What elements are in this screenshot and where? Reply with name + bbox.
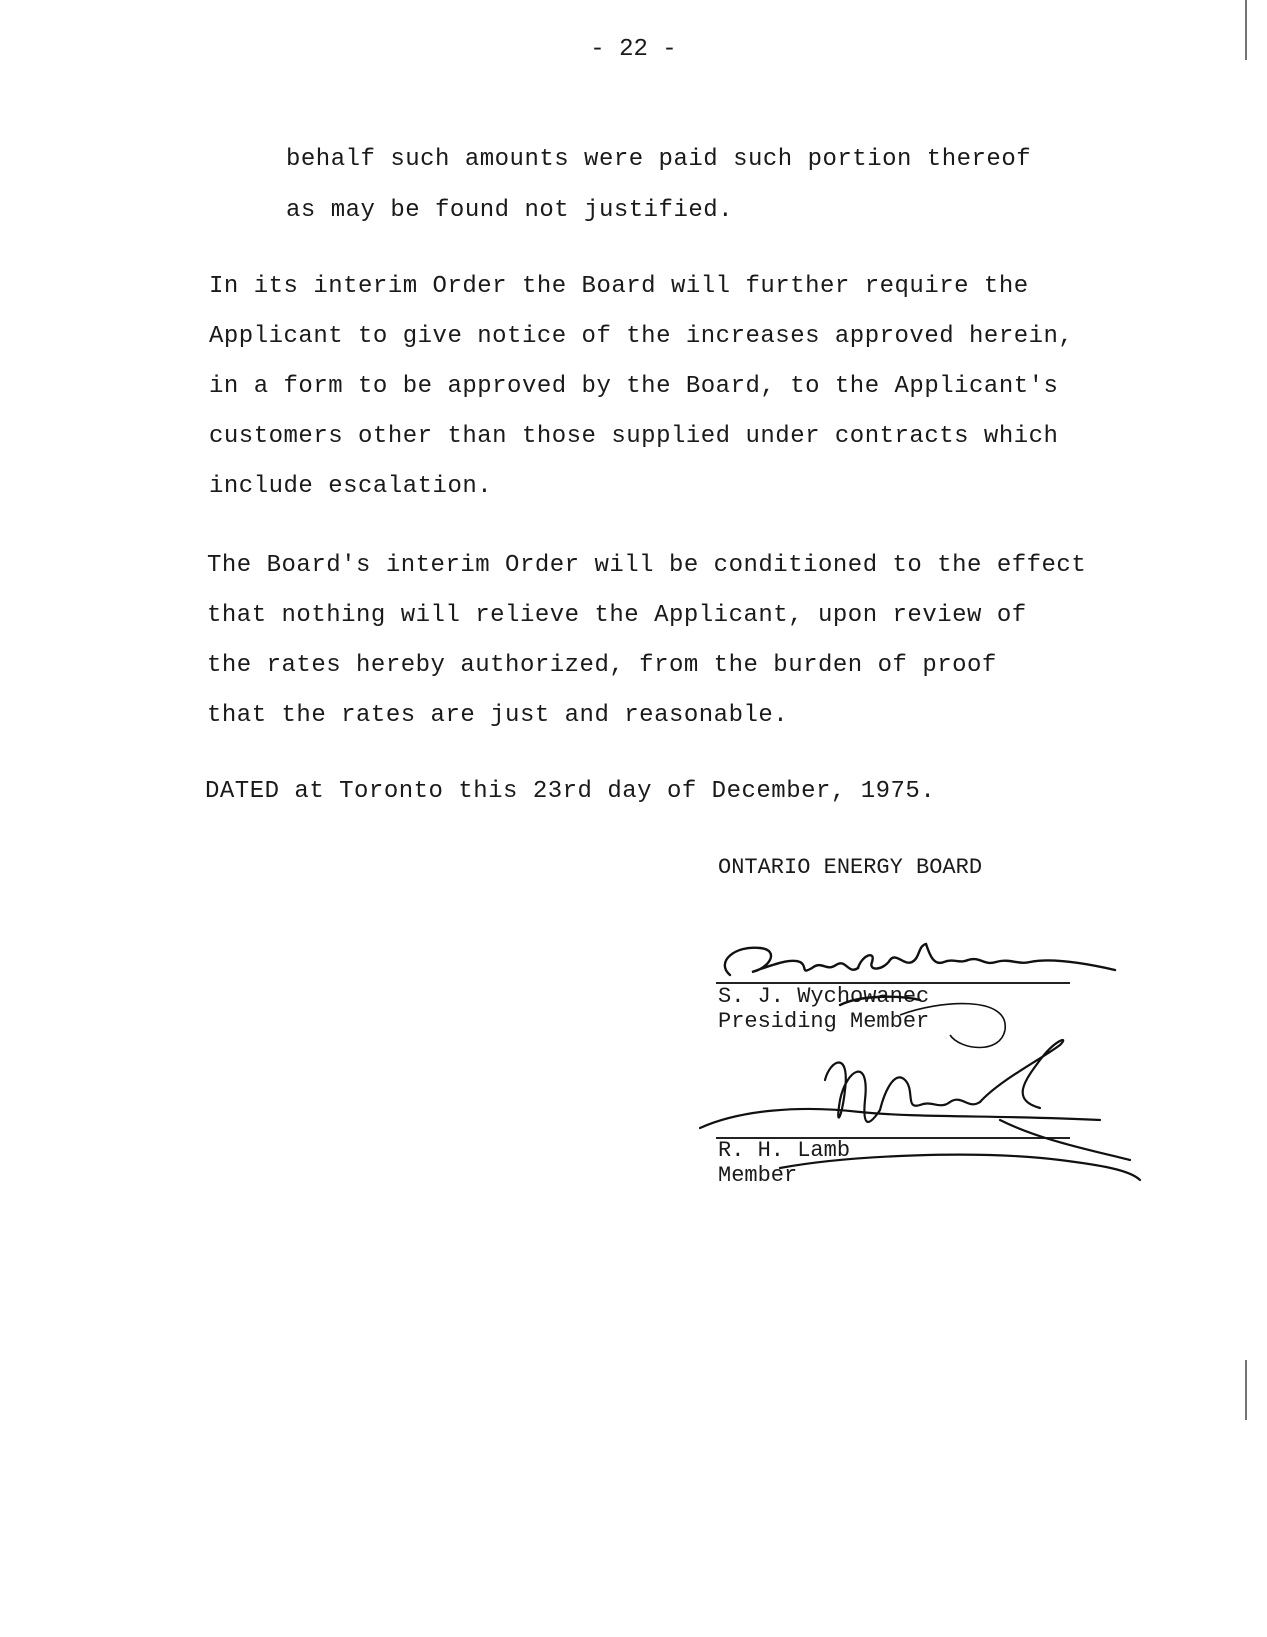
signer2-title: Member bbox=[718, 1163, 798, 1188]
burden-of-proof-line: that nothing will relieve the Applicant, upon review of bbox=[207, 602, 1027, 629]
signer1-title: Presiding Member bbox=[718, 1009, 930, 1034]
interim-notice-line: In its interim Order the Board will further require the bbox=[209, 273, 1029, 300]
burden-of-proof-line: that the rates are just and reasonable. bbox=[207, 702, 789, 729]
continuation-line: as may be found not justified. bbox=[286, 197, 734, 224]
interim-notice-line: include escalation. bbox=[209, 473, 493, 500]
signer2-name: R. H. Lamb bbox=[718, 1138, 851, 1163]
dated-line: DATED at Toronto this 23rd day of December, 1975. bbox=[205, 778, 936, 805]
signer1-name: S. J. Wychowanec bbox=[718, 984, 930, 1009]
interim-notice-line: in a form to be approved by the Board, to the Applicant's bbox=[209, 373, 1059, 400]
organization-name: ONTARIO ENERGY BOARD bbox=[718, 855, 983, 880]
burden-of-proof-line: The Board's interim Order will be conditioned to the effect bbox=[207, 552, 1087, 579]
signature-flourish bbox=[900, 1004, 1005, 1048]
interim-notice-line: Applicant to give notice of the increases approved herein, bbox=[209, 323, 1074, 350]
handwritten-signature-2 bbox=[700, 1040, 1140, 1180]
continuation-line: behalf such amounts were paid such portion thereof bbox=[286, 146, 1032, 173]
handwritten-signature-1 bbox=[725, 944, 1115, 1005]
interim-notice-line: customers other than those supplied under contracts which bbox=[209, 423, 1059, 450]
page-number: - 22 - bbox=[590, 36, 677, 63]
burden-of-proof-line: the rates hereby authorized, from the burden of proof bbox=[207, 652, 997, 679]
